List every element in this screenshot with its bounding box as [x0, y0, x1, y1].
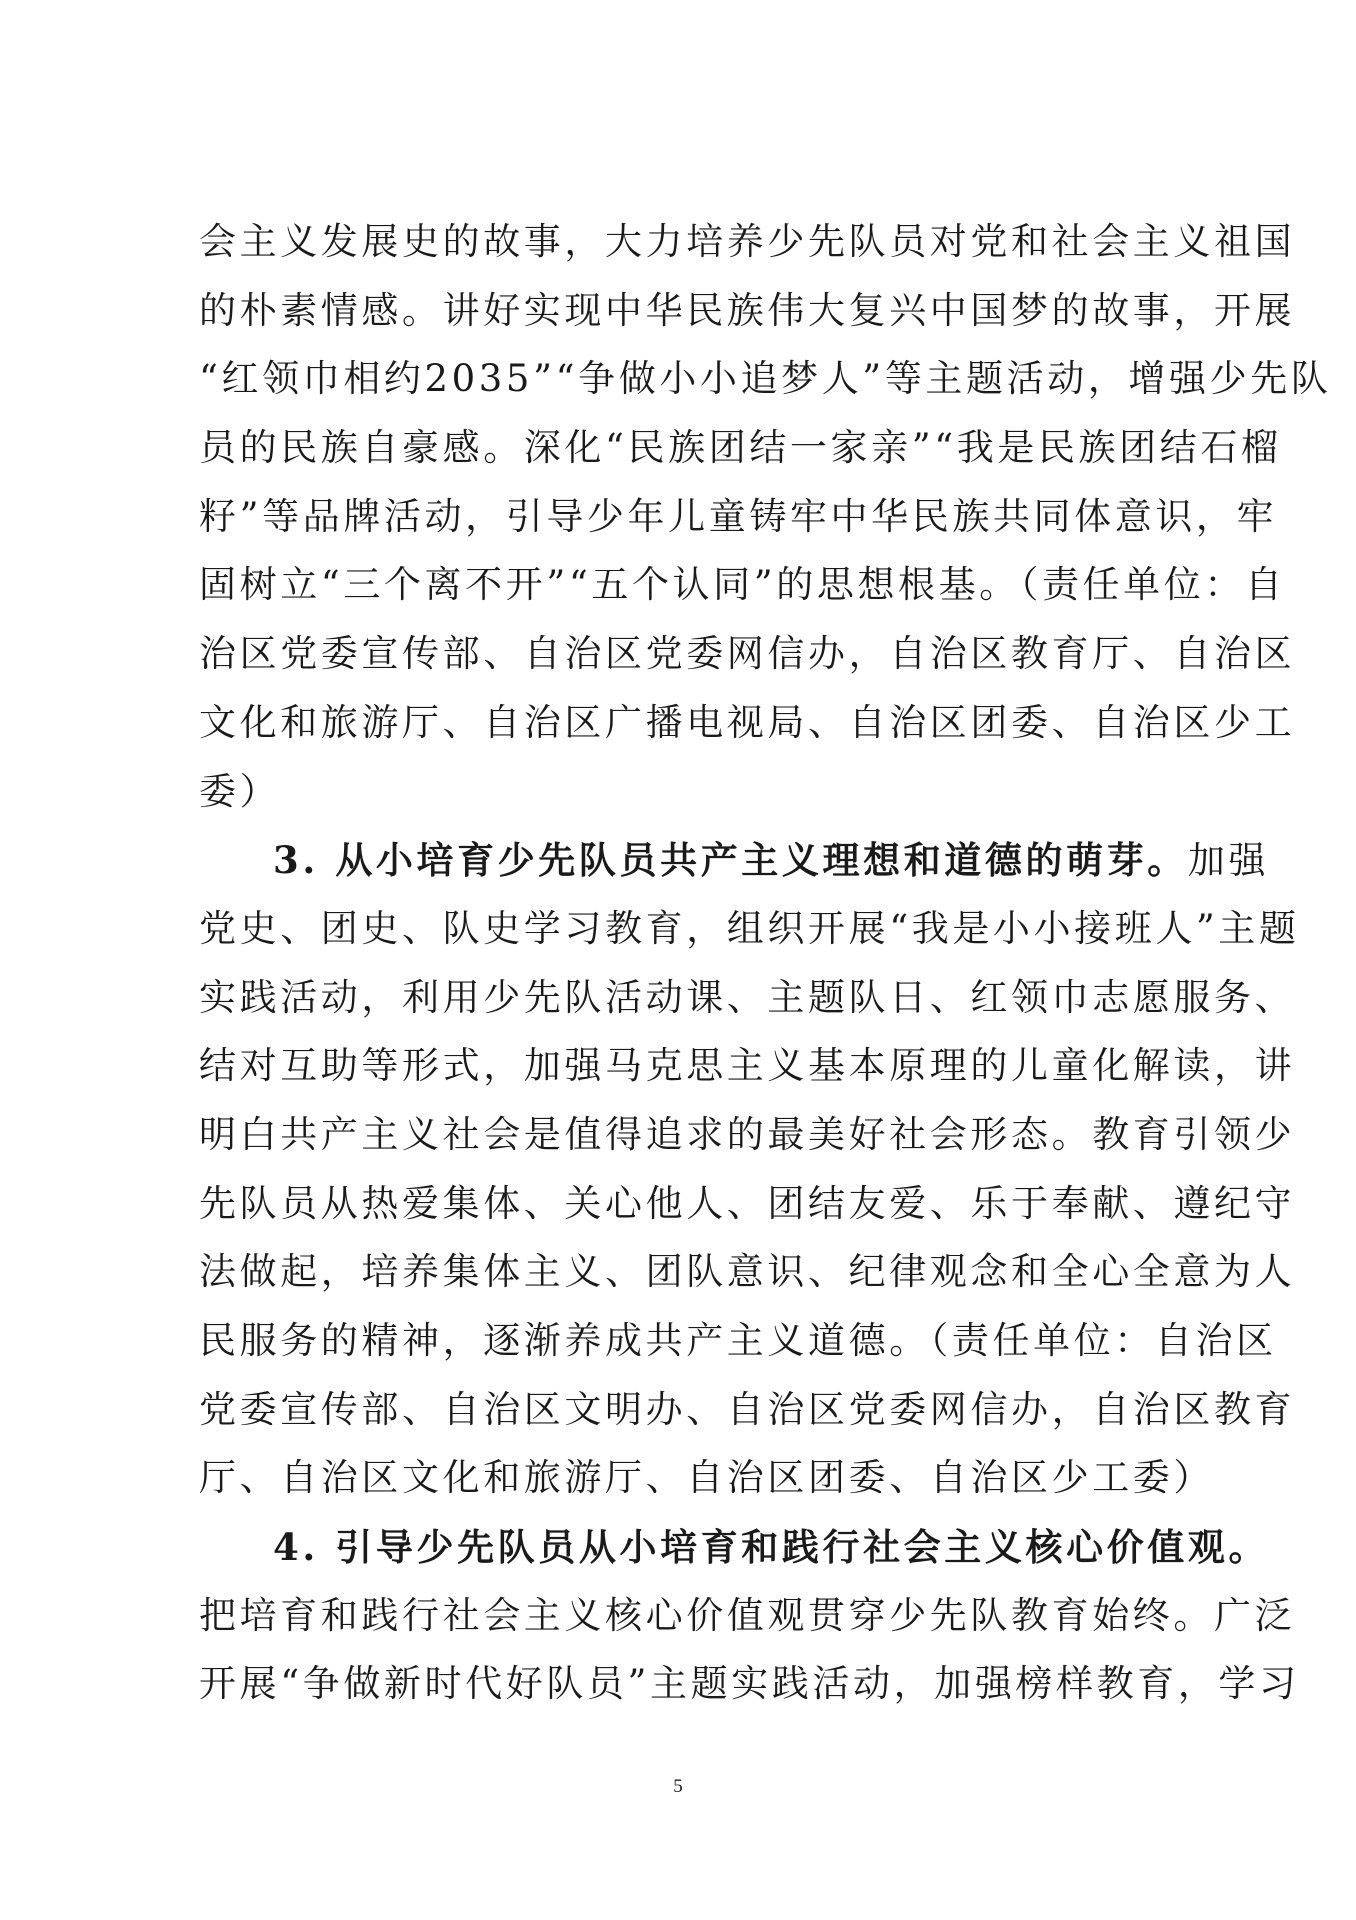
- text-line: 会主义发展史的故事，大力培养少先队员对党和社会主义祖国: [199, 220, 1296, 263]
- text-line: 文化和旅游厅、自治区广播电视局、自治区团委、自治区少工: [199, 700, 1296, 744]
- text-line: 明白共产主义社会是值得追求的最美好社会形态。教育引领少: [199, 1112, 1296, 1156]
- text-line: 籽”等品牌活动，引导少年儿童铸牢中华民族共同体意识，牢: [199, 494, 1278, 538]
- text-line: 把培育和践行社会主义核心价值观贯穿少先队教育始终。广泛: [199, 1593, 1296, 1637]
- section-3-lead-tail: 加强: [1187, 839, 1270, 883]
- text-line: “红领巾相约2035”“争做小小追梦人”等主题活动，增强少先队: [199, 357, 1332, 401]
- section-4-heading-line: [199, 1513, 1270, 1582]
- page-number: 5: [673, 1776, 683, 1797]
- section-4-lead: 4. 引导少先队员从小培育和践行社会主义核心价值观。: [273, 1525, 1270, 1570]
- text-line: 治区党委宣传部、自治区党委网信办，自治区教育厅、自治区: [199, 632, 1296, 676]
- text-line: 实践活动，利用少先队活动课、主题队日、红领巾志愿服务、: [199, 975, 1296, 1019]
- text-line: 党委宣传部、自治区文明办、自治区党委网信办，自治区教育: [199, 1387, 1296, 1431]
- text-line: 民服务的精神，逐渐养成共产主义道德。（责任单位：自治区: [199, 1319, 1277, 1362]
- text-line: 法做起，培养集体主义、团队意识、纪律观念和全心全意为人: [199, 1250, 1296, 1294]
- section-3-lead: 3. 从小培育少先队员共产主义理想和道德的萌芽。: [273, 838, 1188, 883]
- text-line: 开展“争做新时代好队员”主题实践活动，加强榜样教育，学习: [199, 1662, 1300, 1706]
- text-line: 委）: [199, 769, 281, 813]
- text-line: 的朴素情感。讲好实现中华民族伟大复兴中国梦的故事，开展: [199, 288, 1296, 332]
- text-line: 党史、团史、队史学习教育，组织开展“我是小小接班人”主题: [199, 906, 1300, 950]
- text-line: 先队员从热爱集体、关心他人、团结友爱、乐于奉献、遵纪守: [199, 1181, 1296, 1225]
- text-line: 结对互助等形式，加强马克思主义基本原理的儿童化解读，讲: [199, 1044, 1296, 1088]
- text-line: 固树立“三个离不开”“五个认同”的思想根基。（责任单位：自: [199, 563, 1286, 607]
- text-line: 员的民族自豪感。深化“民族团结一家亲”“我是民族团结石榴: [199, 426, 1282, 470]
- text-line: 厅、自治区文化和旅游厅、自治区团委、自治区少工委）: [199, 1456, 1214, 1500]
- body-text: [199, 208, 1332, 1719]
- section-3-heading-line: [199, 826, 1270, 895]
